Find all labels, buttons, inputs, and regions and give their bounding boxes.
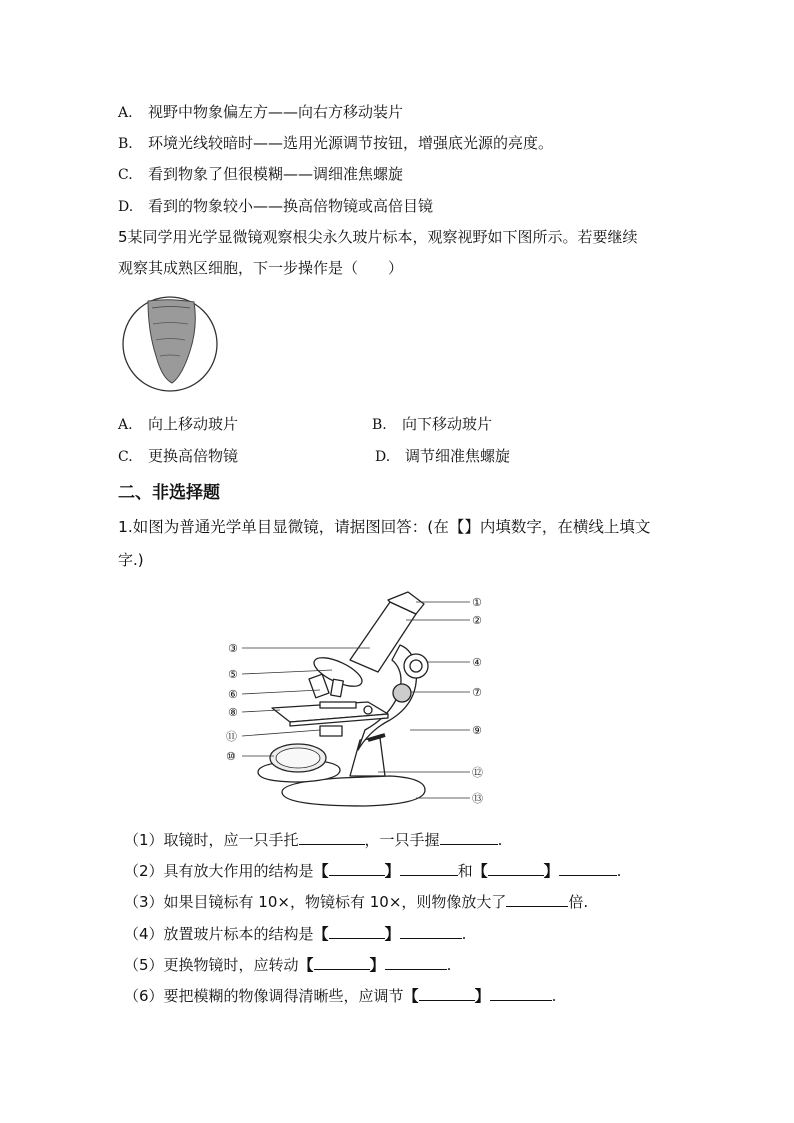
sub4-text-b: .: [461, 925, 467, 943]
sub1-text-c: .: [497, 831, 503, 849]
section-title: 二、非选择题: [118, 483, 220, 503]
objective-high: [331, 679, 344, 696]
q1-sub2: [124, 861, 621, 881]
option-text: 视野中物象偏左方——向右方移动装片: [148, 103, 404, 121]
bracket-open: 【: [313, 925, 329, 943]
answer-blank[interactable]: [400, 924, 462, 939]
q4-option-b: [118, 133, 553, 154]
label-2: ②: [472, 614, 482, 627]
option-letter: C.: [118, 449, 133, 465]
label-8: ⑧: [228, 706, 238, 719]
q1-sub1: [124, 830, 502, 850]
option-letter: D.: [375, 449, 391, 465]
label-5: ⑤: [228, 668, 238, 681]
number-blank[interactable]: [419, 986, 475, 1001]
sub5-text-a: （5）更换物镜时，应转动: [124, 956, 299, 974]
number-blank[interactable]: [329, 924, 385, 939]
fine-focus-knob: [393, 684, 411, 702]
q1-sub6: [124, 986, 556, 1006]
label-7: ⑦: [472, 686, 482, 699]
option-letter: C.: [118, 167, 133, 183]
option-text: 看到的物象较小——换高倍物镜或高倍目镜: [148, 197, 434, 215]
answer-blank[interactable]: [490, 986, 552, 1001]
bracket-close: 】: [474, 987, 490, 1005]
mirror-glass: [276, 748, 320, 768]
q1-stem-line2: 字.): [118, 551, 144, 569]
sub5-text-b: .: [446, 956, 452, 974]
sub3-text-a: （3）如果目镜标有 10×，物镜标有 10×，则物像放大了: [124, 893, 507, 911]
q1-sub4: [124, 924, 466, 944]
sub1-text-b: ，一只手握: [364, 831, 440, 849]
bracket-open: 【: [403, 987, 419, 1005]
option-letter: A.: [118, 105, 133, 121]
sub1-text-a: （1）取镜时，应一只手托: [124, 831, 299, 849]
answer-blank[interactable]: [506, 892, 568, 907]
label-11: ⑪: [226, 730, 237, 743]
q4-option-d: [118, 196, 433, 217]
number-blank[interactable]: [329, 861, 385, 876]
number-blank[interactable]: [488, 861, 544, 876]
answer-blank[interactable]: [299, 830, 365, 845]
q1-sub5: [124, 955, 451, 975]
label-10: ⑩: [226, 750, 236, 763]
bracket-close: 】: [543, 862, 559, 880]
answer-blank[interactable]: [400, 861, 458, 876]
bracket-close: 】: [369, 956, 385, 974]
objective-low: [309, 674, 329, 698]
microscope-diagram: [220, 590, 500, 812]
q5-option-d: [375, 446, 510, 467]
sub2-text-a: （2）具有放大作用的结构是: [124, 862, 314, 880]
option-text: 看到物象了但很模糊——调细准焦螺旋: [148, 165, 404, 183]
label-3: ③: [228, 642, 238, 655]
stage-clip-screw: [364, 706, 372, 714]
q4-option-a: [118, 102, 403, 123]
sub4-text-a: （4）放置玻片标本的结构是: [124, 925, 314, 943]
diaphragm: [320, 726, 342, 736]
root-tip-field-of-view: [118, 296, 228, 396]
sub2-text-b: 和: [457, 862, 473, 880]
q1-stem-line1: 1.如图为普通光学单目显微镜，请据图回答：(在【】内填数字，在横线上填文: [118, 518, 651, 536]
bracket-open: 【: [313, 862, 329, 880]
option-letter: B.: [118, 136, 133, 152]
bracket-close: 】: [384, 862, 400, 880]
label-4: ④: [472, 656, 482, 669]
bracket-open: 【: [472, 862, 488, 880]
option-text: 调节细准焦螺旋: [405, 447, 511, 465]
number-blank[interactable]: [314, 955, 370, 970]
option-text: 向下移动玻片: [402, 415, 493, 433]
q5-option-b: [372, 414, 492, 435]
option-letter: B.: [372, 417, 387, 433]
option-text: 更换高倍物镜: [148, 447, 239, 465]
label-9: ⑨: [472, 724, 482, 737]
answer-blank[interactable]: [559, 861, 617, 876]
label-1: ①: [472, 596, 482, 609]
sub2-text-c: .: [616, 862, 622, 880]
answer-blank[interactable]: [440, 830, 498, 845]
option-letter: D.: [118, 199, 134, 215]
coarse-focus-center: [410, 660, 422, 672]
answer-blank[interactable]: [385, 955, 447, 970]
q4-option-c: [118, 164, 403, 185]
option-text: 环境光线较暗时——选用光源调节按钮，增强底光源的亮度。: [148, 134, 554, 152]
sub3-text-b: 倍.: [568, 893, 589, 911]
label-13: ⑬: [472, 792, 483, 805]
q5-stem-line1: 5某同学用光学显微镜观察根尖永久玻片标本，观察视野如下图所示。若要继续: [118, 228, 638, 246]
label-12: ⑫: [472, 766, 483, 779]
sub6-text-b: .: [551, 987, 557, 1005]
q5-stem-line2: 观察其成熟区细胞，下一步操作是（ ）: [118, 259, 404, 277]
q5-option-c: [118, 446, 238, 467]
bracket-open: 【: [298, 956, 314, 974]
option-text: 向上移动玻片: [148, 415, 239, 433]
q5-option-a: [118, 414, 238, 435]
tilt-joint: [368, 735, 385, 740]
q1-sub3: [124, 892, 588, 912]
pillar: [350, 738, 385, 776]
label-6: ⑥: [228, 688, 238, 701]
option-letter: A.: [118, 417, 133, 433]
stage-clip: [320, 702, 356, 708]
sub6-text-a: （6）要把模糊的物像调得清晰些，应调节: [124, 987, 404, 1005]
bracket-close: 】: [384, 925, 400, 943]
